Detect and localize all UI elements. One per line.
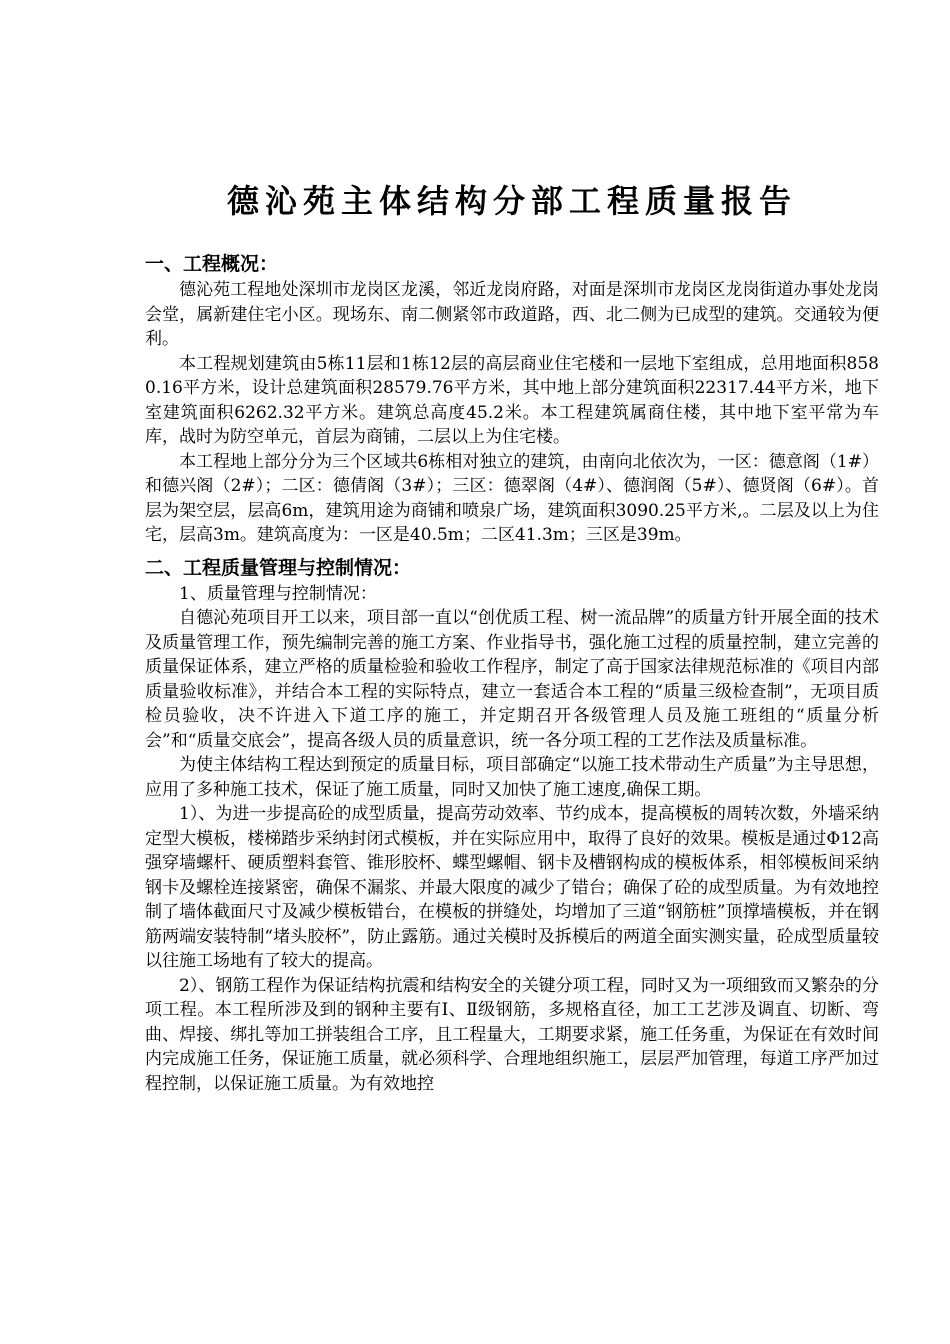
document-page [145, 174, 879, 1096]
subsection-heading: 1、质量管理与控制情况： [179, 583, 377, 604]
paragraph: 本工程地上部分分为三个区域共6栋相对独立的建筑，由南向北依次为，一区：德意阁（1#）和德兴阁（2#）；二区：德倩阁（3#）；三区：德翠阁（4#）、德润阁（5#）、德贤阁（6#）。首层为架空层，层高6m，建筑用途为商铺和喷泉广场，建筑面积3090.25平方米,。二层及以上为住宅，层高3m。建筑高度为：一区是40.5m；二区41.3m；三区是39m。 [145, 451, 879, 545]
paragraph: 自德沁苑项目开工以来，项目部一直以“创优质工程、树一流品牌”的质量方针开展全面的技术及质量管理工作，预先编制完善的施工方案、作业指导书，强化施工过程的质量控制，建立完善的质量保证体系，建立严格的质量检验和验收工作程序，制定了高于国家法律规范标准的《项目内部质量验收标准》，并结合本工程的实际特点，建立一套适合本工程的“质量三级检查制”，无项目质检员验收，决不许进入下道工序的施工，并定期召开各级管理人员及施工班组的“质量分析会”和“质量交底会”，提高各级人员的质量意识，统一各分项工程的工艺作法及质量标准。 [145, 608, 879, 751]
paragraph: 1）、为进一步提高砼的成型质量，提高劳动效率、节约成本，提高模板的周转次数，外墙采纳定型大模板，楼梯踏步采纳封闭式模板，并在实际应用中，取得了良好的效果。模板是通过Φ12高强穿墙螺杆、硬质塑料套管、锥形胶杯、蝶型螺帽、钢卡及槽钢构成的模板体系，相邻模板间采纳钢卡及螺栓连接紧密，确保不漏浆、并最大限度的减少了错台；确保了砼的成型质量。为有效地控制了墙体截面尺寸及减少模板错台，在模板的拼缝处，均增加了三道“钢筋桩”顶撑墙模板，并在钢筋两端安装特制“堵头胶杯”，防止露筋。通过关模时及拆模后的两道全面实测实量，砼成型质量较以往施工场地有了较大的提高。 [145, 804, 879, 971]
document-title: 德沁苑主体结构分部工程质量报告 [226, 182, 797, 220]
section-heading-overview: 一、工程概况： [145, 253, 279, 275]
section-heading-quality-management: 二、工程质量管理与控制情况： [145, 556, 412, 579]
paragraph: 德沁苑工程地处深圳市龙岗区龙溪，邻近龙岗府路，对面是深圳市龙岗区龙岗街道办事处龙岗会堂，属新建住宅小区。现场东、南二侧紧邻市政道路，西、北二侧为已成型的建筑。交通较为便利。 [145, 280, 879, 349]
paragraph: 本工程规划建筑由5栋11层和1栋12层的高层商业住宅楼和一层地下室组成，总用地面积8580.16平方米，设计总建筑面积28579.76平方米，其中地上部分建筑面积22317.44平方米，地下室建筑面积6262.32平方米。建筑总高度45.2米。本工程建筑属商住楼，其中地下室平常为车库，战时为防空单元，首层为商铺，二层以上为住宅楼。 [145, 353, 879, 447]
paragraph: 为使主体结构工程达到预定的质量目标，项目部确定“以施工技术带动生产质量”为主导思想，应用了多种施工技术，保证了施工质量，同时又加快了施工速度,确保工期。 [145, 755, 879, 800]
paragraph: 2）、钢筋工程作为保证结构抗震和结构安全的关键分项工程，同时又为一项细致而又繁杂的分项工程。本工程所涉及到的钢种主要有Ⅰ、Ⅱ级钢筋，多规格直径，加工工艺涉及调直、切断、弯曲、焊接、绑扎等加工拼装组合工序，且工程量大，工期要求紧，施工任务重，为保证在有效时间内完成施工任务，保证施工质量，就必须科学、合理地组织施工，层层严加管理，每道工序严加过程控制，以保证施工质量。为有效地控 [145, 975, 879, 1094]
